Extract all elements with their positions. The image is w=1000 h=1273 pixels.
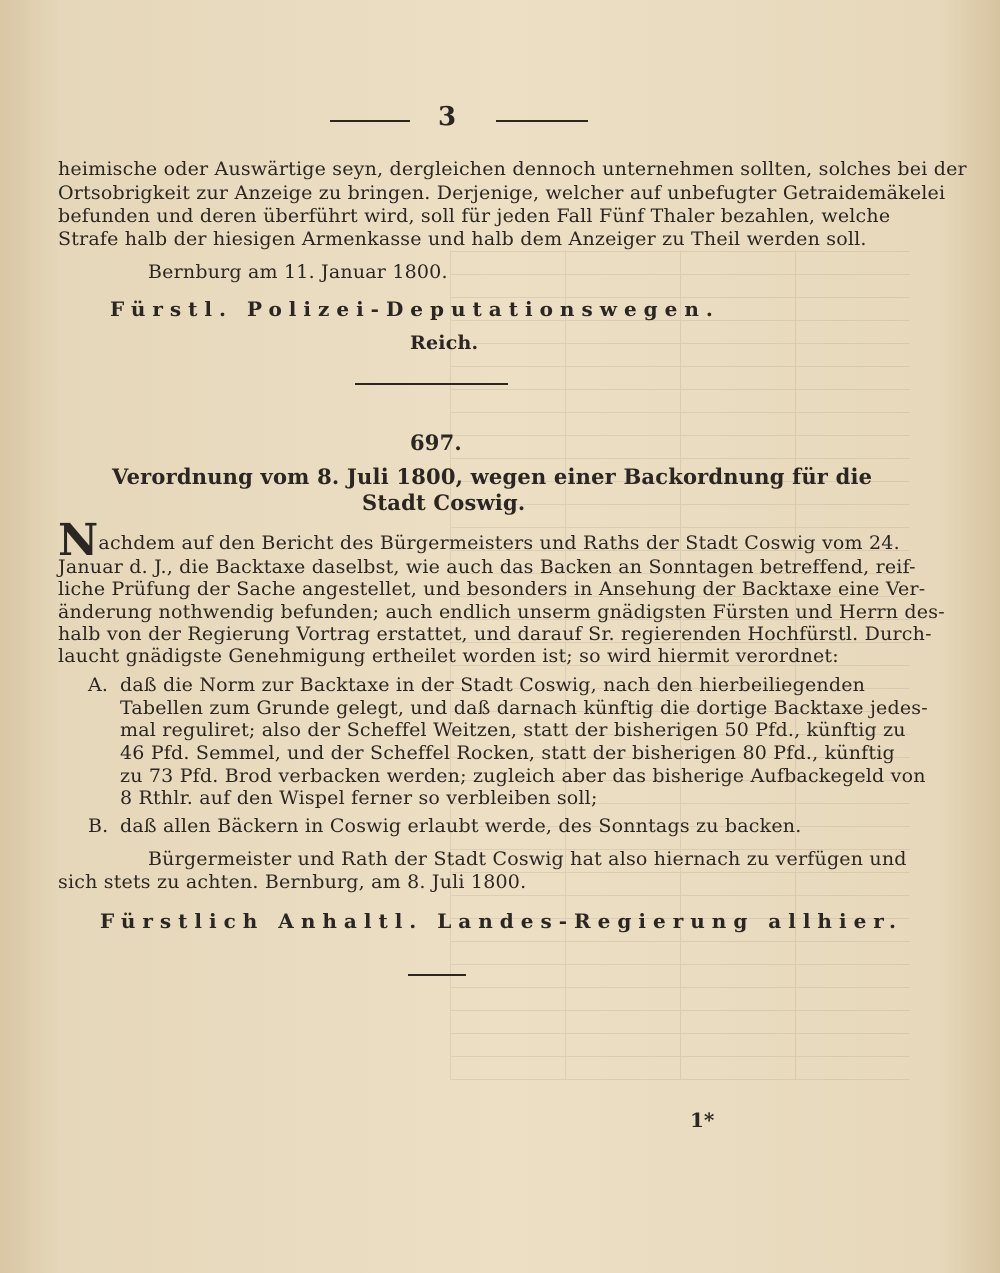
body-line-3: liche Prüfung der Sache angestellet, und besonders in Ansehung der Backtaxe eine Ver- bbox=[58, 578, 926, 600]
item-a-line-6: 8 Rthlr. auf den Wispel ferner so verbleiben soll; bbox=[120, 787, 598, 809]
title-line-2: Stadt Coswig. bbox=[362, 490, 526, 515]
intro-line-2: Ortsobrigkeit zur Anzeige zu bringen. Derjenige, welcher auf unbefugter Getraidemäkelei bbox=[58, 182, 946, 204]
first-signer: Reich. bbox=[410, 332, 479, 354]
body-line-2: Januar d. J., die Backtaxe daselbst, wie auch das Backen an Sonntagen betreffend, reif- bbox=[58, 556, 916, 578]
closing-line-2: sich stets zu achten. Bernburg, am 8. Juli 1800. bbox=[58, 871, 527, 893]
intro-line-3: befunden und deren überführt wird, soll für jeden Fall Fünf Thaler bezahlen, welche bbox=[58, 205, 891, 227]
item-a-line-4: 46 Pfd. Semmel, und der Scheffel Rocken, statt der bisherigen 80 Pfd., künftig bbox=[120, 742, 895, 764]
intro-line-1: heimische oder Auswärtige seyn, dergleichen dennoch unternehmen sollten, solches bei der bbox=[58, 158, 967, 180]
body-line-1-text: achdem auf den Bericht des Bürgermeisters und Raths der Stadt Coswig vom 24. bbox=[98, 532, 900, 554]
item-b-text: daß allen Bäckern in Coswig erlaubt werde, des Sonntags zu backen. bbox=[120, 815, 802, 837]
closing-divider bbox=[408, 974, 466, 976]
drop-cap: N bbox=[58, 515, 99, 566]
item-b-label: B. bbox=[88, 815, 109, 837]
first-signature: Fürstl. Polizei-Deputationswegen. bbox=[110, 297, 720, 321]
section-number: 697. bbox=[410, 430, 462, 455]
page-header bbox=[0, 102, 1000, 136]
first-date-line: Bernburg am 11. Januar 1800. bbox=[148, 261, 448, 283]
item-a-label: A. bbox=[88, 674, 109, 696]
section-divider bbox=[355, 383, 508, 385]
closing-line-1: Bürgermeister und Rath der Stadt Coswig hat also hiernach zu verfügen und bbox=[148, 848, 907, 870]
page-number: 3 bbox=[437, 102, 457, 132]
intro-line-4: Strafe halb der hiesigen Armenkasse und halb dem Anzeiger zu Theil werden soll. bbox=[58, 228, 867, 250]
header-rule-right bbox=[496, 120, 588, 122]
body-line-4: änderung nothwendig befunden; auch endlich unserm gnädigsten Fürsten und Herrn des- bbox=[58, 601, 945, 623]
item-a-line-1: daß die Norm zur Backtaxe in der Stadt Coswig, nach den hierbeiliegenden bbox=[120, 674, 866, 696]
signature-mark: 1* bbox=[690, 1108, 715, 1132]
title-line-1: Verordnung vom 8. Juli 1800, wegen einer Backordnung für die bbox=[112, 464, 873, 489]
body-line-6: laucht gnädigste Genehmigung ertheilet worden ist; so wird hiermit verordnet: bbox=[58, 645, 839, 667]
item-a-line-5: zu 73 Pfd. Brod verbacken werden; zugleich aber das bisherige Aufbackegeld von bbox=[120, 765, 926, 787]
item-a-line-2: Tabellen zum Grunde gelegt, und daß darnach künftig die dortige Backtaxe jedes- bbox=[120, 697, 928, 719]
header-rule-left bbox=[330, 120, 410, 122]
body-line-5: halb von der Regierung Vortrag erstattet, und darauf Sr. regierenden Hochfürstl. Durch- bbox=[58, 623, 932, 645]
item-a-line-3: mal reguliret; also der Scheffel Weitzen, statt der bisherigen 50 Pfd., künftig zu bbox=[120, 719, 906, 741]
second-signature: Fürstlich Anhaltl. Landes-Regierung allhier. bbox=[100, 909, 903, 933]
body-line-1 bbox=[58, 515, 900, 566]
